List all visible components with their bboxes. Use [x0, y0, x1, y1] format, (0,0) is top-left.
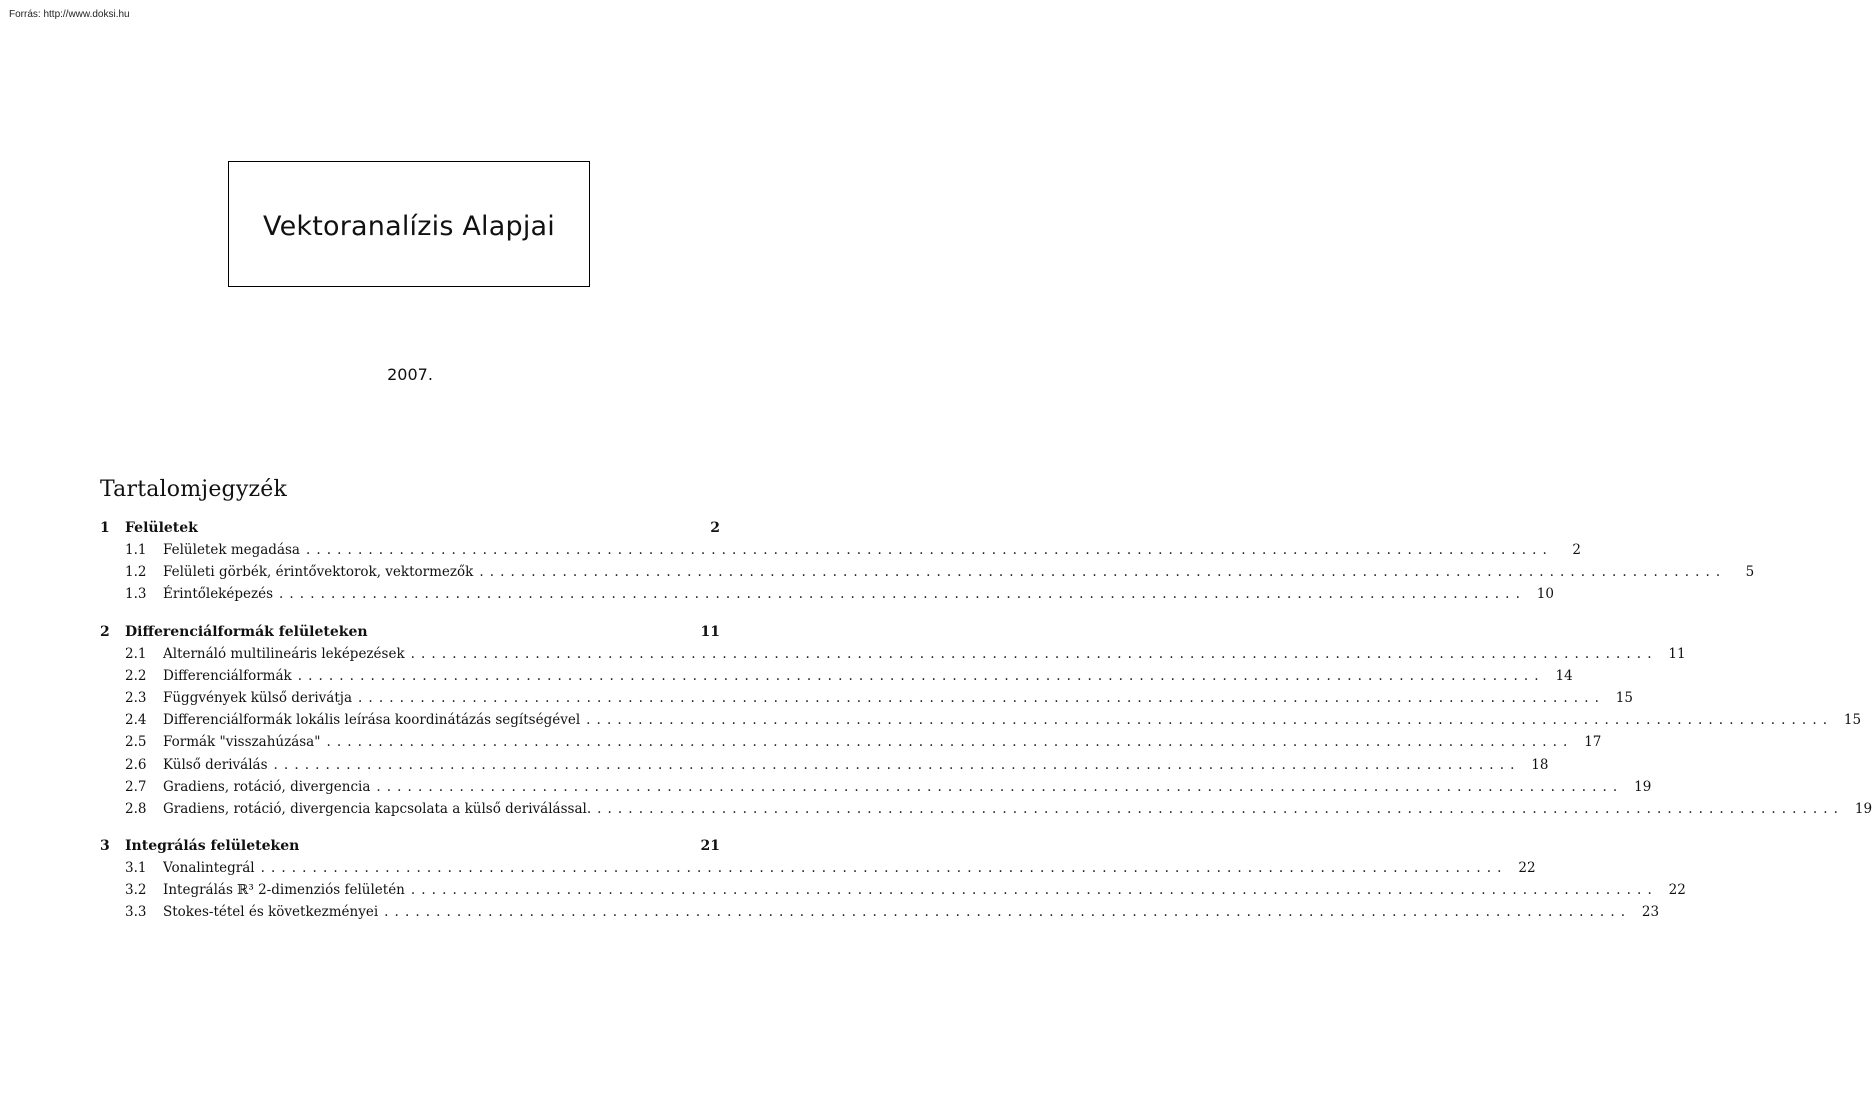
subsection-page: 22	[1668, 882, 1686, 899]
subsection-page: 2	[1572, 542, 1581, 558]
toc-subsection-row[interactable]	[100, 901, 1660, 923]
subsection-number: 2.8	[125, 800, 147, 817]
toc-subsection-row[interactable]	[100, 731, 1602, 753]
section-number: 1	[100, 520, 110, 536]
dot-leader: ........................................................................................................................	[410, 882, 1658, 899]
subsection-number: 3.3	[125, 904, 147, 921]
subsection-title: Differenciálformák lokális leírása koordinátázás segítségével	[163, 712, 581, 729]
subsection-number: 2.3	[125, 689, 147, 706]
subsection-page: 15	[1615, 689, 1633, 706]
subsection-title: Alternáló multilineáris leképezések	[163, 645, 405, 662]
subsection-title: Érintőleképezés	[163, 586, 274, 603]
dot-leader: ........................................................................................................................	[297, 667, 1545, 684]
subsection-number: 2.4	[125, 712, 147, 729]
section-title: Felületek	[125, 520, 198, 536]
section-page: 11	[700, 623, 720, 640]
subsection-title: Stokes-tétel és következményei	[163, 904, 379, 921]
subsection-title: Gradiens, rotáció, divergencia	[163, 778, 371, 795]
section-title: Differenciálformák felületeken	[125, 623, 368, 640]
subsection-title: Függvények külső derivátja	[163, 689, 353, 706]
subsection-page: 22	[1518, 860, 1536, 877]
toc-section-row[interactable]	[100, 621, 720, 643]
table-of-contents	[100, 477, 1872, 939]
subsection-number: 1.3	[125, 586, 147, 603]
subsection-page: 14	[1555, 667, 1573, 684]
toc-subsection-row[interactable]	[100, 709, 1862, 731]
toc-section-row[interactable]	[100, 517, 720, 539]
subsection-page: 18	[1531, 756, 1549, 773]
subsection-title: Differenciálformák	[163, 667, 292, 684]
toc-subsection-row[interactable]	[100, 879, 1686, 901]
source-note: Forrás: http://www.doksi.hu	[9, 9, 130, 20]
subsection-title: Formák "visszahúzása"	[163, 734, 321, 751]
section-number: 3	[100, 838, 110, 855]
dot-leader: ........................................................................................................................	[260, 860, 1508, 877]
subsection-page: 15	[1843, 712, 1862, 729]
toc-subsection-row[interactable]	[100, 754, 1549, 776]
subsection-title: Gradiens, rotáció, divergencia kapcsolata a külső deriválással.	[163, 800, 592, 817]
subsection-title: Felületek megadása	[163, 542, 300, 558]
subsection-number: 3.1	[125, 860, 147, 877]
dot-leader: ........................................................................................................................	[305, 542, 1553, 558]
section-number: 2	[100, 623, 110, 640]
subsection-page: 17	[1584, 734, 1602, 751]
dot-leader: ........................................................................................................................	[410, 645, 1658, 662]
dot-leader: ........................................................................................................................	[279, 586, 1526, 603]
subsection-page: 5	[1745, 564, 1755, 581]
toc-subsection-row[interactable]	[100, 687, 1633, 709]
subsection-number: 1.2	[125, 564, 147, 581]
toc-subsection-row[interactable]	[100, 857, 1536, 879]
subsection-page: 19	[1854, 800, 1872, 817]
section-page: 2	[710, 520, 720, 536]
subsection-title: Integrálás ℝ³ 2-dimenziós felületén	[163, 882, 405, 899]
subsection-number: 3.2	[125, 882, 147, 899]
subsection-page: 23	[1641, 904, 1660, 921]
toc-subsection-row[interactable]	[100, 776, 1652, 798]
toc-section	[100, 835, 1686, 924]
dot-leader: ........................................................................................................................	[273, 756, 1521, 773]
subsection-number: 2.6	[125, 756, 147, 773]
section-page: 21	[700, 838, 720, 855]
toc-subsection-row[interactable]	[100, 561, 1755, 583]
subsection-title: Vonalintegrál	[163, 860, 255, 877]
title-box	[228, 161, 590, 287]
dot-leader: ........................................................................................................................	[586, 712, 1834, 729]
dot-leader: ........................................................................................................................	[358, 689, 1605, 706]
toc-subsection-row[interactable]	[100, 665, 1573, 687]
toc-subsection-row[interactable]	[100, 798, 1872, 820]
document-title: Vektoranalízis Alapjai	[263, 210, 555, 242]
dot-leader: ........................................................................................................................	[326, 734, 1574, 751]
subsection-number: 2.5	[125, 734, 147, 751]
subsection-number: 1.1	[125, 542, 147, 558]
subsection-page: 11	[1668, 645, 1686, 662]
toc-subsection-row[interactable]	[100, 539, 1581, 561]
dot-leader: ........................................................................................................................	[479, 564, 1727, 581]
subsection-number: 2.2	[125, 667, 147, 684]
document-year: 2007.	[387, 365, 433, 384]
subsection-number: 2.1	[125, 645, 147, 662]
subsection-title: Külső deriválás	[163, 756, 268, 773]
section-title: Integrálás felületeken	[125, 838, 300, 855]
subsection-page: 10	[1536, 586, 1554, 603]
toc-subsection-row[interactable]	[100, 583, 1554, 605]
toc-heading: Tartalomjegyzék	[100, 477, 287, 502]
toc-section	[100, 621, 1872, 821]
dot-leader: ........................................................................................................................	[597, 800, 1845, 817]
toc-section-row[interactable]	[100, 835, 720, 857]
subsection-page: 19	[1634, 778, 1652, 795]
toc-section	[100, 517, 1755, 606]
toc-subsection-row[interactable]	[100, 643, 1686, 665]
dot-leader: ........................................................................................................................	[376, 778, 1624, 795]
subsection-number: 2.7	[125, 778, 147, 795]
subsection-title: Felületi görbék, érintővektorok, vektormezők	[163, 564, 474, 581]
dot-leader: ........................................................................................................................	[384, 904, 1632, 921]
